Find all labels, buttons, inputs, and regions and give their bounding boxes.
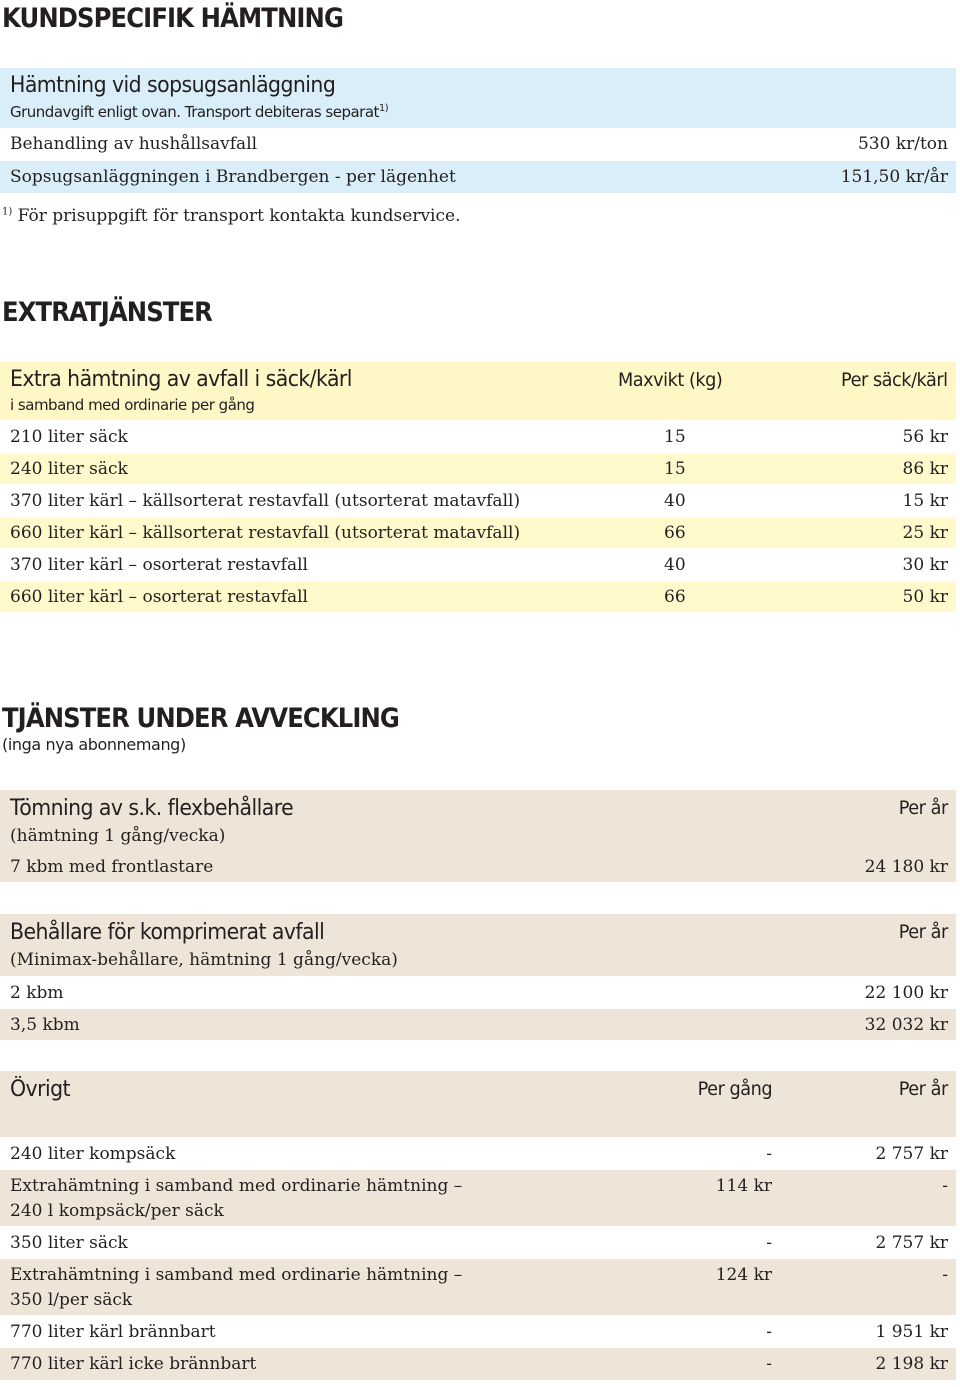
- flex-subtitle: (hämtning 1 gång/vecka): [10, 826, 226, 846]
- col-per-ar: Per år: [898, 921, 948, 943]
- table-row: 660 liter kärl – källsorterat restavfall (utsorterat matavfall) 66 25 kr: [0, 517, 956, 548]
- col-per-sack: Per säck/kärl: [841, 369, 948, 391]
- table-row: Behandling av hushållsavfall 530 kr/ton: [10, 134, 948, 154]
- extra-subtitle: i samband med ordinarie per gång: [10, 396, 255, 414]
- other-title: Övrigt: [10, 1077, 70, 1102]
- table-row: 3,5 kbm 32 032 kr: [0, 1009, 956, 1040]
- col-per-ar: Per år: [898, 1078, 948, 1100]
- table-row: 240 liter kompsäck - 2 757 kr: [10, 1143, 948, 1164]
- table-row: 770 liter kärl icke brännbart - 2 198 kr: [0, 1348, 956, 1380]
- flex-title: Tömning av s.k. flexbehållare: [10, 796, 294, 821]
- table-row: 370 liter kärl – osorterat restavfall 40 30 kr: [10, 554, 948, 575]
- table-row: 7 kbm med frontlastare 24 180 kr: [10, 857, 948, 877]
- table-row: Extrahämtning i samband med ordinarie hämtning – 350 l/per säck 124 kr -: [0, 1259, 956, 1315]
- table-row: 350 liter säck - 2 757 kr: [10, 1232, 948, 1253]
- col-per-gang: Per gång: [697, 1078, 772, 1100]
- footnote: $^{1)}$ För prisuppgift för transport kontakta kundservice.: [2, 206, 461, 226]
- other-header: [0, 1071, 956, 1137]
- comp-subtitle: (Minimax-behållare, hämtning 1 gång/vecka): [10, 950, 398, 970]
- table-row: 660 liter kärl – osorterat restavfall 66 50 kr: [0, 581, 956, 612]
- section-title-kundspecifik: KUNDSPECIFIK HÄMTNING: [2, 3, 344, 34]
- section-title-avveckling: TJÄNSTER UNDER AVVECKLING: [2, 703, 399, 734]
- col-per-ar: Per år: [898, 797, 948, 819]
- sopsug-header: [0, 68, 956, 128]
- table-row: Extrahämtning i samband med ordinarie hämtning – 240 l kompsäck/per säck 114 kr -: [0, 1170, 956, 1226]
- section-title-extratjanster: EXTRATJÄNSTER: [2, 297, 212, 328]
- table-row: 770 liter kärl brännbart - 1 951 kr: [10, 1321, 948, 1342]
- sopsug-title: Hämtning vid sopsugsanläggning: [10, 73, 336, 98]
- section-subtitle-avveckling: (inga nya abonnemang): [2, 735, 186, 754]
- comp-header: [0, 914, 956, 976]
- extra-title: Extra hämtning av avfall i säck/kärl: [10, 367, 352, 392]
- table-row: 240 liter säck 15 86 kr: [0, 453, 956, 484]
- table-row: 2 kbm 22 100 kr: [10, 982, 948, 1003]
- table-row: 210 liter säck 15 56 kr: [10, 426, 948, 447]
- flex-block: [0, 790, 956, 882]
- table-row: 370 liter kärl – källsorterat restavfall (utsorterat matavfall) 40 15 kr: [10, 490, 948, 511]
- sopsug-subtitle: Grundavgift enligt ovan. Transport debiteras separat$^{1)}$: [10, 103, 389, 121]
- table-row: Sopsugsanläggningen i Brandbergen - per lägenhet 151,50 kr/år: [0, 161, 956, 193]
- col-maxvikt: Maxvikt (kg): [618, 369, 723, 391]
- extra-header: [0, 362, 956, 420]
- comp-title: Behållare för komprimerat avfall: [10, 920, 325, 945]
